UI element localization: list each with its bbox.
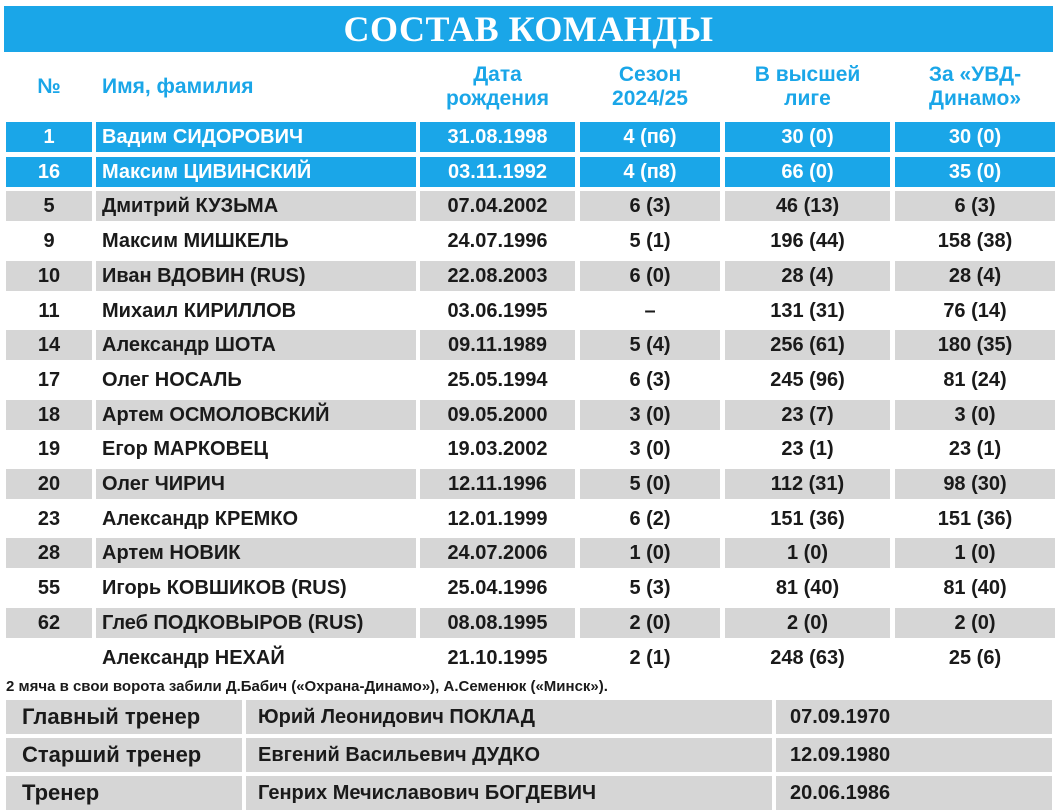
player-number: 28 — [6, 538, 92, 568]
player-top-league: 2 (0) — [725, 608, 890, 638]
player-name: Вадим СИДОРОВИЧ — [96, 122, 416, 152]
player-dob: 31.08.1998 — [420, 122, 575, 152]
player-name: Олег НОСАЛЬ — [96, 365, 416, 395]
player-name: Иван ВДОВИН (RUS) — [96, 261, 416, 291]
player-name: Максим МИШКЕЛЬ — [96, 226, 416, 256]
player-dob: 22.08.2003 — [420, 261, 575, 291]
player-dob: 21.10.1995 — [420, 643, 575, 673]
player-season: 1 (0) — [580, 538, 720, 568]
player-club: 98 (30) — [895, 469, 1055, 499]
staff-row — [0, 700, 1056, 734]
player-top-league: 66 (0) — [725, 157, 890, 187]
player-name: Глеб ПОДКОВЫРОВ (RUS) — [96, 608, 416, 638]
player-number — [6, 643, 92, 673]
player-number: 11 — [6, 296, 92, 326]
player-dob: 12.11.1996 — [420, 469, 575, 499]
player-season: 2 (0) — [580, 608, 720, 638]
page-title: СОСТАВ КОМАНДЫ — [343, 9, 714, 49]
player-number: 62 — [6, 608, 92, 638]
player-number: 19 — [6, 434, 92, 464]
player-number: 5 — [6, 191, 92, 221]
player-top-league: 245 (96) — [725, 365, 890, 395]
player-dob: 09.05.2000 — [420, 400, 575, 430]
table-row — [0, 122, 1056, 152]
player-dob: 24.07.1996 — [420, 226, 575, 256]
table-row — [0, 400, 1056, 430]
header-name: Имя, фамилия — [102, 75, 254, 98]
player-name: Игорь КОВШИКОВ (RUS) — [96, 573, 416, 603]
player-season: 6 (3) — [580, 365, 720, 395]
staff-role: Старший тренер — [6, 738, 242, 772]
player-top-league: 248 (63) — [725, 643, 890, 673]
player-season: 4 (п6) — [580, 122, 720, 152]
table-row — [0, 296, 1056, 326]
staff-dob: 12.09.1980 — [776, 738, 1052, 772]
player-dob: 25.05.1994 — [420, 365, 575, 395]
player-top-league: 23 (7) — [725, 400, 890, 430]
player-club: 6 (3) — [895, 191, 1055, 221]
player-club: 180 (35) — [895, 330, 1055, 360]
player-number: 20 — [6, 469, 92, 499]
header-dob: Дата рождения — [445, 63, 550, 110]
player-season: 5 (3) — [580, 573, 720, 603]
player-club: 81 (24) — [895, 365, 1055, 395]
player-name: Дмитрий КУЗЬМА — [96, 191, 416, 221]
header-club: За «УВД-Динамо» — [928, 63, 1022, 110]
player-club: 3 (0) — [895, 400, 1055, 430]
staff-role: Главный тренер — [6, 700, 242, 734]
player-club: 76 (14) — [895, 296, 1055, 326]
player-dob: 08.08.1995 — [420, 608, 575, 638]
staff-row — [0, 738, 1056, 772]
player-name: Максим ЦИВИНСКИЙ — [96, 157, 416, 187]
staff-name: Генрих Мечиславович БОГДЕВИЧ — [246, 776, 772, 810]
player-number: 14 — [6, 330, 92, 360]
player-number: 9 — [6, 226, 92, 256]
player-top-league: 46 (13) — [725, 191, 890, 221]
player-number: 55 — [6, 573, 92, 603]
player-club: 158 (38) — [895, 226, 1055, 256]
player-name: Михаил КИРИЛЛОВ — [96, 296, 416, 326]
player-dob: 07.04.2002 — [420, 191, 575, 221]
table-row — [0, 504, 1056, 534]
player-season: 3 (0) — [580, 400, 720, 430]
player-dob: 19.03.2002 — [420, 434, 575, 464]
staff-dob: 07.09.1970 — [776, 700, 1052, 734]
player-name: Артем НОВИК — [96, 538, 416, 568]
player-top-league: 30 (0) — [725, 122, 890, 152]
table-row — [0, 365, 1056, 395]
staff-name: Евгений Васильевич ДУДКО — [246, 738, 772, 772]
player-club: 81 (40) — [895, 573, 1055, 603]
player-season: 5 (4) — [580, 330, 720, 360]
staff-row — [0, 776, 1056, 810]
player-club: 151 (36) — [895, 504, 1055, 534]
player-name: Артем ОСМОЛОВСКИЙ — [96, 400, 416, 430]
player-club: 28 (4) — [895, 261, 1055, 291]
table-row — [0, 469, 1056, 499]
player-top-league: 256 (61) — [725, 330, 890, 360]
player-season: 6 (0) — [580, 261, 720, 291]
table-row — [0, 608, 1056, 638]
player-name: Егор МАРКОВЕЦ — [96, 434, 416, 464]
player-number: 16 — [6, 157, 92, 187]
player-top-league: 28 (4) — [725, 261, 890, 291]
header-season: Сезон 2024/25 — [612, 63, 688, 110]
player-number: 10 — [6, 261, 92, 291]
player-top-league: 112 (31) — [725, 469, 890, 499]
table-row — [0, 261, 1056, 291]
player-dob: 24.07.2006 — [420, 538, 575, 568]
player-top-league: 196 (44) — [725, 226, 890, 256]
header-top-league: В высшей лиге — [754, 63, 861, 110]
staff-role: Тренер — [6, 776, 242, 810]
player-top-league: 23 (1) — [725, 434, 890, 464]
player-name: Александр ШОТА — [96, 330, 416, 360]
table-row — [0, 191, 1056, 221]
player-name: Олег ЧИРИЧ — [96, 469, 416, 499]
player-dob: 09.11.1989 — [420, 330, 575, 360]
header-number: № — [37, 75, 61, 98]
player-name: Александр КРЕМКО — [96, 504, 416, 534]
player-top-league: 1 (0) — [725, 538, 890, 568]
player-season: 5 (1) — [580, 226, 720, 256]
player-number: 23 — [6, 504, 92, 534]
player-season: 5 (0) — [580, 469, 720, 499]
player-top-league: 131 (31) — [725, 296, 890, 326]
staff-name: Юрий Леонидович ПОКЛАД — [246, 700, 772, 734]
player-name: Александр НЕХАЙ — [96, 643, 416, 673]
table-row — [0, 434, 1056, 464]
player-dob: 12.01.1999 — [420, 504, 575, 534]
player-dob: 03.11.1992 — [420, 157, 575, 187]
table-row — [0, 330, 1056, 360]
player-season: – — [580, 296, 720, 326]
player-club: 1 (0) — [895, 538, 1055, 568]
player-club: 25 (6) — [895, 643, 1055, 673]
footnote: 2 мяча в свои ворота забили Д.Бабич («Охрана-Динамо»), А.Семенюк («Минск»). — [6, 678, 608, 695]
player-club: 23 (1) — [895, 434, 1055, 464]
player-season: 2 (1) — [580, 643, 720, 673]
player-season: 6 (3) — [580, 191, 720, 221]
title-bar — [4, 6, 1053, 52]
table-row — [0, 643, 1056, 673]
table-row — [0, 226, 1056, 256]
player-dob: 03.06.1995 — [420, 296, 575, 326]
player-number: 18 — [6, 400, 92, 430]
player-season: 4 (п8) — [580, 157, 720, 187]
player-season: 3 (0) — [580, 434, 720, 464]
player-club: 2 (0) — [895, 608, 1055, 638]
player-club: 35 (0) — [895, 157, 1055, 187]
player-top-league: 151 (36) — [725, 504, 890, 534]
player-season: 6 (2) — [580, 504, 720, 534]
player-dob: 25.04.1996 — [420, 573, 575, 603]
player-top-league: 81 (40) — [725, 573, 890, 603]
staff-dob: 20.06.1986 — [776, 776, 1052, 810]
player-club: 30 (0) — [895, 122, 1055, 152]
player-number: 17 — [6, 365, 92, 395]
table-row — [0, 157, 1056, 187]
player-number: 1 — [6, 122, 92, 152]
table-row — [0, 538, 1056, 568]
table-row — [0, 573, 1056, 603]
